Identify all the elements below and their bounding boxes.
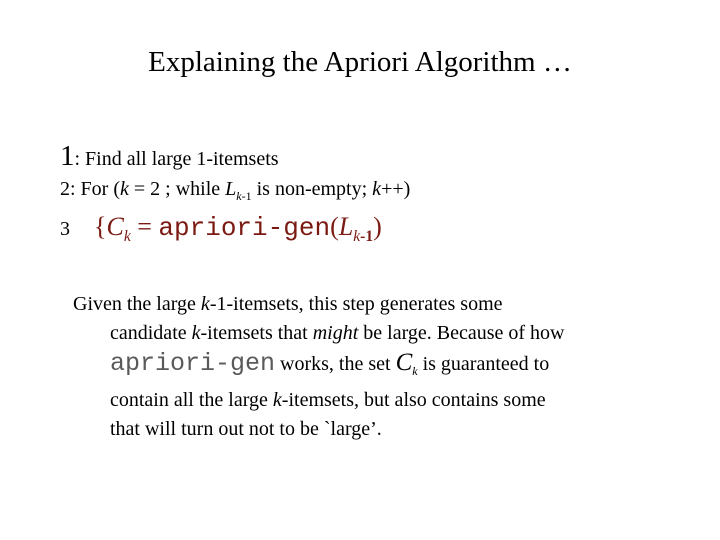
step-3-L-subscript <box>353 228 373 245</box>
step-1-number: 1 <box>60 140 75 172</box>
step-2-text-c: is non-empty; <box>251 178 373 200</box>
step-3-open-paren: ( <box>330 212 339 241</box>
step-1 <box>60 140 279 173</box>
step-1-text: : Find all large 1-itemsets <box>74 148 279 170</box>
slide-title: Explaining the Apriori Algorithm … <box>148 46 572 78</box>
apriori-gen-function: apriori-gen <box>110 349 276 378</box>
explanation-line-2: candidate k-itemsets that might be large. Because of how <box>110 322 565 344</box>
step-2-text-d: ++) <box>381 178 411 200</box>
explanation-paragraph <box>73 290 673 444</box>
step-2-text-a: : For ( <box>70 178 120 200</box>
step-2-subscript-rest: -1 <box>241 189 252 203</box>
step-3-function: apriori-gen <box>158 213 331 243</box>
step-2-subscript <box>236 189 251 203</box>
step-2 <box>60 178 410 204</box>
step-2-var-k: k <box>120 178 129 200</box>
step-3-var-L: L <box>338 212 354 241</box>
step-3-brace: { <box>94 212 107 241</box>
step-2-number: 2 <box>60 178 70 200</box>
step-3-number: 3 <box>60 218 70 240</box>
explanation-line-1: Given the large k-1-itemsets, this step generates some <box>73 293 503 315</box>
step-3-C-subscript: k <box>123 228 131 246</box>
step-3-var-C: C <box>106 212 124 241</box>
step-2-var-L: L <box>225 178 237 200</box>
explanation-line-4: contain all the large k-itemsets, but also contains some <box>110 389 546 411</box>
step-2-var-k2: k <box>372 178 382 200</box>
explanation-line-5: that will turn out not to be `large’. <box>110 418 382 440</box>
step-3-close-paren: ) <box>373 212 382 241</box>
step-3-L-subscript-k: k <box>353 228 361 246</box>
step-3-equals: = <box>130 212 159 241</box>
explanation-line-3: apriori-gen works, the set $C_k$ is guaranteed to <box>110 349 550 378</box>
step-3 <box>60 212 382 246</box>
step-2-subscript-k: k <box>236 189 242 203</box>
step-3-L-subscript-rest: -1 <box>360 228 374 246</box>
step-2-text-b: = 2 ; while <box>128 178 226 200</box>
